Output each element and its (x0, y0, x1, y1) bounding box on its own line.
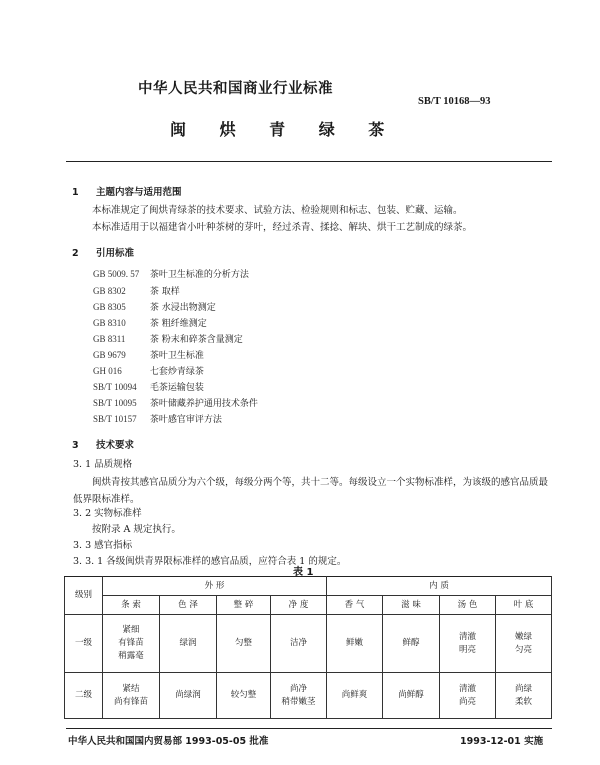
cell-line: 洁净 (290, 638, 308, 648)
section-2-title: 引用标准 (96, 248, 135, 259)
cell-line: 明亮 (459, 644, 477, 655)
subsection-3-3-title: 3. 3 感官指标 (73, 540, 133, 551)
reference-code: GB 8311 (93, 334, 126, 344)
table-caption: 表 1 (293, 567, 314, 578)
reference-title: 茶 取样 (149, 287, 180, 297)
reference-code: GB 5009. 57 (93, 269, 140, 279)
cell-line: 匀整 (234, 638, 252, 648)
level-cell: 二级 (65, 673, 103, 719)
table-row (65, 615, 552, 673)
reference-title: 茶 水浸出物测定 (149, 303, 216, 313)
column-header: 条 索 (103, 596, 160, 615)
table-cell (383, 615, 440, 673)
appearance-group-header: 外 形 (103, 577, 327, 596)
standard-code: SB/T 10168—93 (418, 96, 491, 107)
cell-line: 稍露毫 (118, 651, 144, 661)
column-header: 净 度 (271, 596, 327, 615)
document-title: 闽 烘 青 绿 茶 (170, 120, 399, 139)
reference-item (93, 364, 204, 377)
reference-item (93, 348, 204, 361)
cell-line: 紧结 (122, 683, 140, 694)
reference-title: 七套炒青绿茶 (149, 367, 204, 377)
table-row (65, 673, 552, 719)
table-cell (440, 673, 496, 719)
reference-item (93, 412, 222, 425)
subsection-3-2-title: 3. 2 实物标准样 (73, 508, 142, 519)
table-cell (103, 673, 160, 719)
cell-line: 有锋苗 (118, 638, 144, 648)
cell-line: 紧细 (122, 625, 140, 635)
reference-title: 毛茶运输包装 (149, 383, 204, 393)
column-header: 汤 色 (440, 596, 496, 615)
table-cell (217, 673, 271, 719)
approval-line: 中华人民共和国国内贸易部 1993-05-05 批准 (68, 736, 269, 747)
cell-line: 清澈 (459, 683, 477, 694)
reference-title: 茶 粗纤维测定 (149, 319, 207, 329)
internal-quality-group-header: 内 质 (327, 577, 552, 596)
table-cell (496, 615, 552, 673)
column-header: 滋 味 (383, 596, 440, 615)
reference-title: 茶叶卫生标准的分析方法 (149, 270, 249, 280)
table-cell (160, 615, 217, 673)
subsection-3-2-text: 按附录 A 规定执行。 (92, 524, 181, 535)
section-3-heading (72, 437, 134, 451)
reference-title: 茶叶储藏养护通用技术条件 (149, 399, 258, 409)
cell-line: 柔软 (515, 696, 533, 707)
sensory-quality-table (64, 576, 552, 719)
reference-item (93, 267, 249, 280)
reference-item (93, 300, 216, 313)
table-cell (103, 615, 160, 673)
table-cell (217, 615, 271, 673)
cell-line: 尚鲜醇 (398, 690, 424, 700)
standard-org: 中华人民共和国商业行业标准 (138, 81, 333, 97)
cell-line: 鲜醇 (402, 638, 420, 648)
section-1-heading (72, 184, 182, 198)
cell-line: 匀亮 (515, 644, 533, 655)
reference-code: GH 016 (93, 366, 122, 376)
reference-title: 茶叶感官审评方法 (149, 415, 222, 425)
reference-code: GB 8305 (93, 302, 126, 312)
table-cell (160, 673, 217, 719)
cell-line: 绿润 (179, 638, 197, 648)
column-header: 香 气 (327, 596, 383, 615)
cell-line: 稍带嫩茎 (281, 696, 316, 707)
reference-code: SB/T 10095 (93, 398, 137, 408)
cell-line: 尚鲜爽 (341, 690, 368, 700)
reference-code: GB 8302 (93, 286, 126, 296)
section-2-number: 2 (72, 248, 79, 259)
cell-line: 较匀整 (230, 690, 257, 700)
reference-code: GB 8310 (93, 318, 126, 328)
table-cell (496, 673, 552, 719)
effective-date: 1993-12-01 实施 (460, 736, 544, 747)
subsection-3-1-title: 3. 1 品质规格 (73, 459, 133, 470)
section-3-title: 技术要求 (96, 440, 135, 451)
cell-line: 尚绿润 (175, 690, 201, 700)
level-cell: 一级 (65, 615, 103, 673)
table-cell (383, 673, 440, 719)
cell-line: 尚亮 (459, 696, 477, 707)
table-cell (327, 673, 383, 719)
cell-line: 尚净 (290, 683, 308, 694)
section-1-number: 1 (72, 187, 79, 198)
section-2-heading (72, 245, 134, 259)
table-cell (440, 615, 496, 673)
reference-code: SB/T 10094 (93, 382, 137, 392)
reference-item (93, 380, 204, 393)
reference-title: 茶叶卫生标准 (149, 351, 204, 361)
column-header: 整 碎 (217, 596, 271, 615)
reference-code: GB 9679 (93, 350, 126, 360)
cell-line: 鲜嫩 (346, 638, 364, 648)
reference-item (93, 316, 207, 329)
reference-item (93, 284, 180, 297)
cell-line: 尚绿 (515, 683, 533, 694)
cell-line: 清澈 (459, 631, 477, 642)
cell-line: 嫩绿 (515, 631, 533, 642)
table-cell (327, 615, 383, 673)
column-header: 叶 底 (496, 596, 552, 615)
reference-code: SB/T 10157 (93, 414, 137, 424)
subsection-3-3-1-text: 3. 3. 1 各级闽烘青界限标准样的感官品质，应符合表 1 的规定。 (73, 556, 347, 567)
table-cell (271, 615, 327, 673)
reference-title: 茶 粉末和碎茶含量测定 (149, 335, 243, 345)
header-rule (66, 161, 552, 162)
table-cell (271, 673, 327, 719)
subsection-3-1-text: 闽烘青按其感官品质分为六个级，每级分两个等，共十二等。每级设立一个实物标准样，为该级的感官品质最低界限标准样。 (73, 477, 549, 505)
cell-line: 尚有锋苗 (113, 696, 148, 707)
section-3-number: 3 (72, 440, 79, 451)
section-1-para-2: 本标准适用于以福建省小叶种茶树的芽叶，经过杀青、揉捻、解块、烘干工艺制成的绿茶。 (92, 222, 473, 233)
section-1-para-1: 本标准规定了闽烘青绿茶的技术要求、试验方法、检验规则和标志、包装、贮藏、运输。 (92, 205, 463, 216)
level-header: 级别 (65, 577, 103, 615)
column-header: 色 泽 (160, 596, 217, 615)
reference-item (93, 396, 258, 409)
reference-item (93, 332, 243, 345)
section-1-title: 主题内容与适用范围 (96, 187, 182, 198)
footer-rule (66, 728, 552, 729)
